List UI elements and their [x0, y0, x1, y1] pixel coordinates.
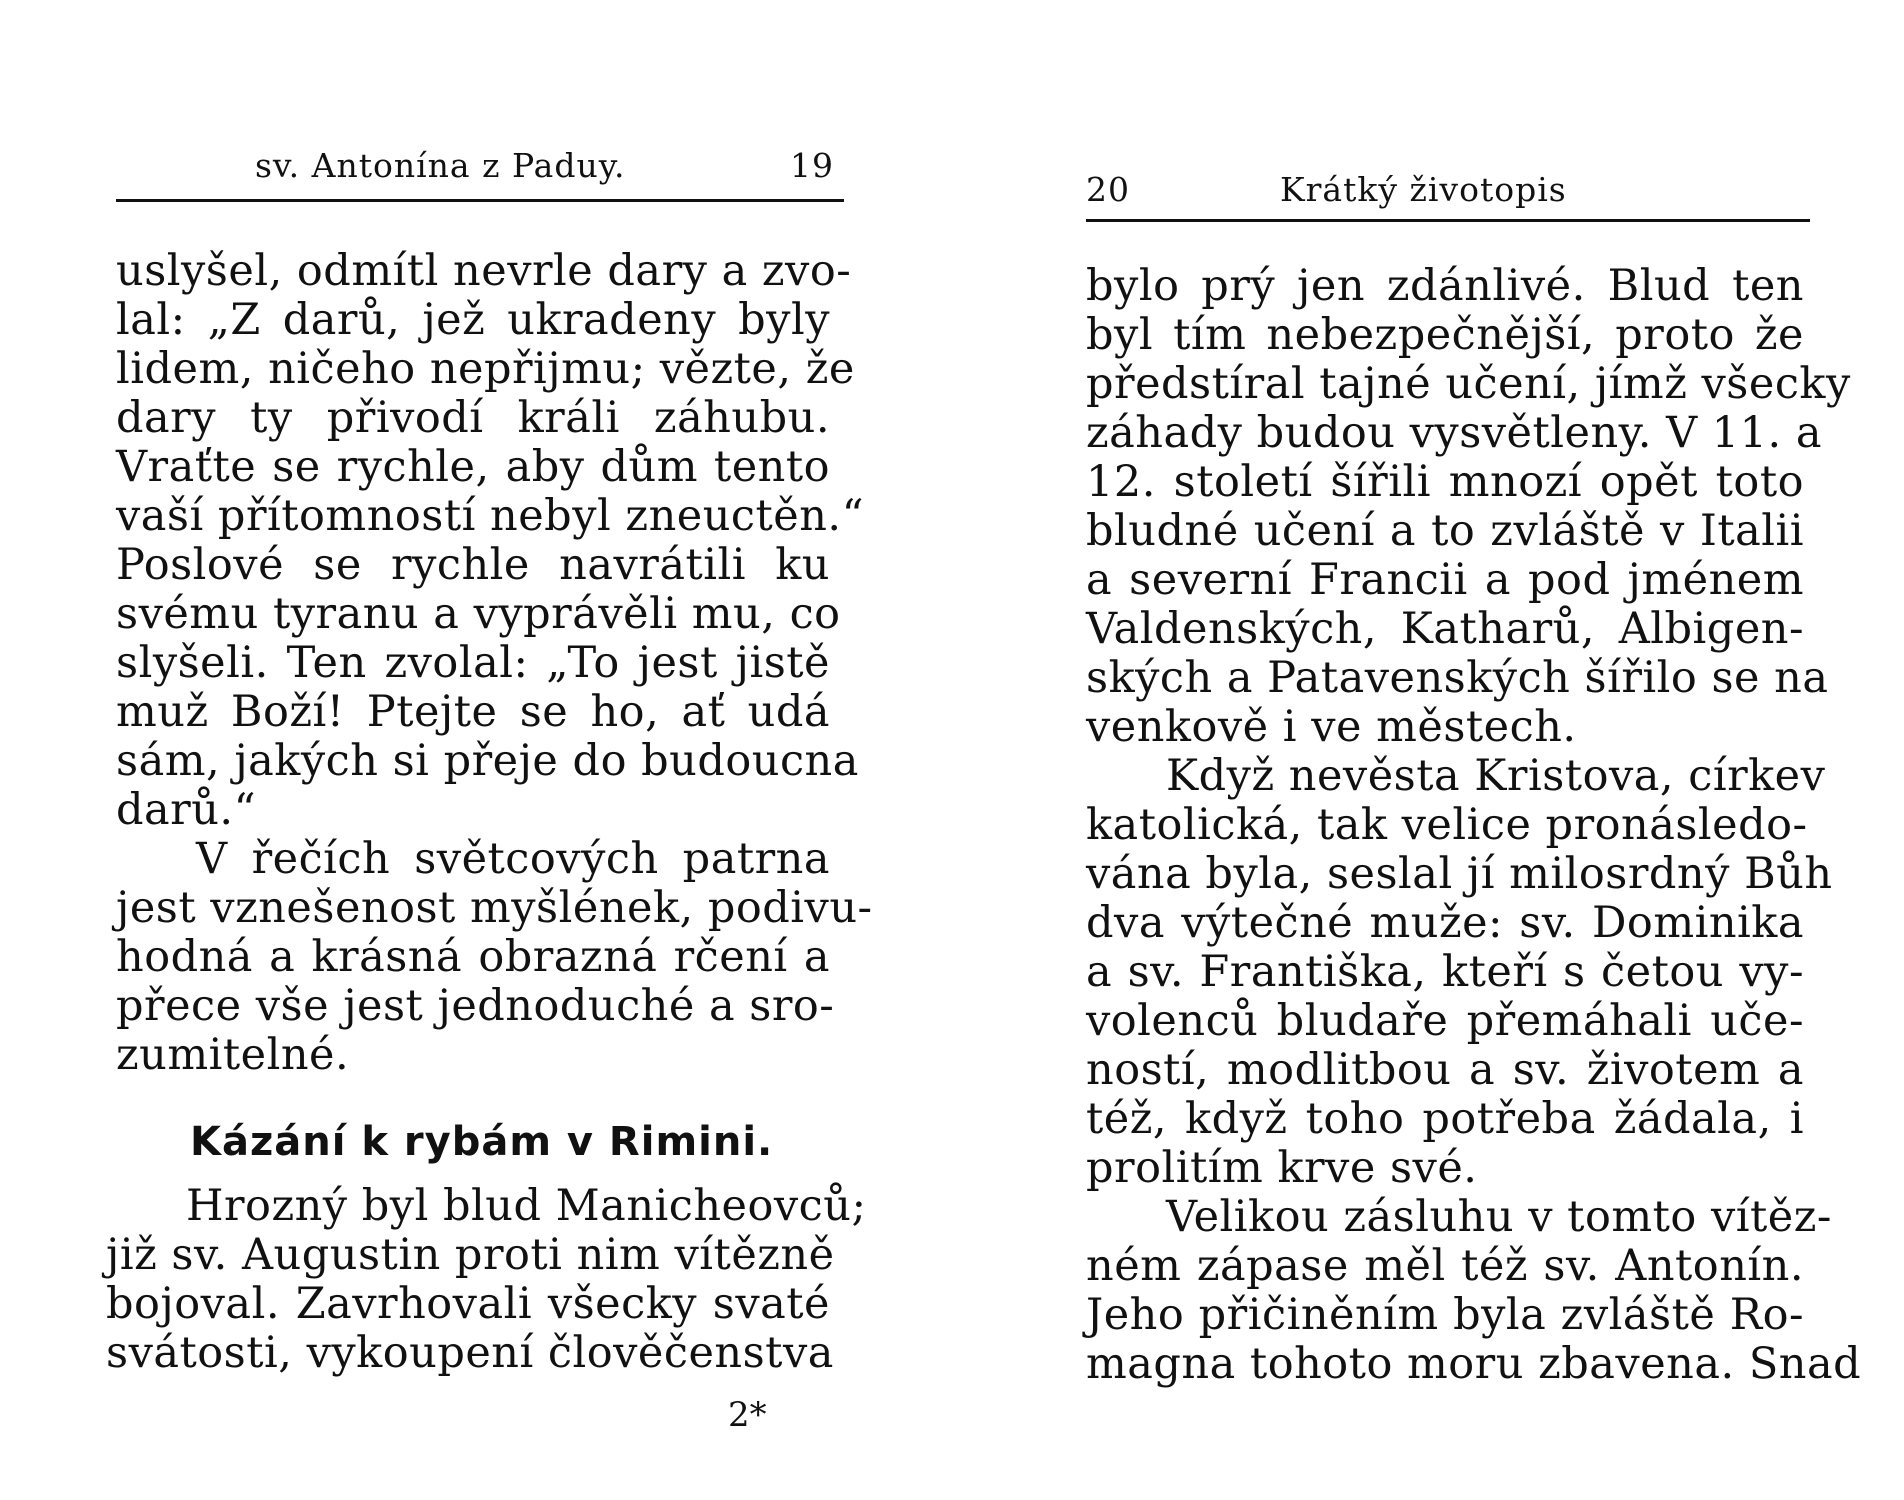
text-line: Vraťte se rychle, aby dům tento [116, 442, 830, 492]
text-line: jest vznešenost myšlének, podivu- [116, 883, 873, 933]
running-header-title: sv. Antonína z Paduy. [255, 146, 626, 185]
text-line: ností, modlitbou a sv. životem a [1086, 1045, 1804, 1095]
text-line: hodná a krásná obrazná rčení a [116, 932, 830, 982]
header-rule [116, 199, 844, 202]
paragraph-3 [1086, 1192, 1862, 1389]
text-line: bludné učení a to zvláště v Italii [1086, 506, 1804, 556]
text-line: přece vše jest jednoduché a sro- [116, 981, 835, 1031]
signature-mark: 2* [728, 1395, 767, 1435]
text-line: vána byla, seslal jí milosrdný Bůh [1086, 849, 1833, 899]
text-line: lidem, ničeho nepřijmu; vězte, že [116, 344, 855, 394]
text-line: ských a Patavenských šířilo se na [1086, 653, 1829, 703]
text-line: záhady budou vysvětleny. V 11. a [1086, 408, 1822, 458]
text-line: bylo prý jen zdánlivé. Blud ten [1086, 261, 1804, 311]
text-line: zumitelné. [116, 1030, 350, 1080]
text-line: též, když toho potřeba žádala, i [1086, 1094, 1804, 1144]
page-number: 19 [790, 146, 834, 185]
text-line: V řečích světcových patrna [196, 834, 830, 884]
page-number: 20 [1086, 170, 1130, 209]
text-line: sám, jakých si přeje do budoucna [116, 736, 859, 786]
paragraph-3 [106, 1181, 867, 1378]
text-line: Jeho přičiněním byla zvláště Ro- [1086, 1290, 1804, 1340]
text-line: volenců bludaře přemáhali uče- [1086, 996, 1804, 1046]
paragraph-1 [116, 246, 865, 835]
text-line: muž Boží! Ptejte se ho, ať udá [116, 687, 830, 737]
text-line: vaší přítomností nebyl zneuctěn.“ [116, 491, 865, 541]
text-line: 12. století šířili mnozí opět toto [1086, 457, 1804, 507]
text-line: a severní Francii a pod jménem [1086, 555, 1804, 605]
text-line: venkově i ve městech. [1086, 702, 1577, 752]
text-line: Poslové se rychle navrátili ku [116, 540, 830, 590]
text-line: a sv. Františka, kteří s četou vy- [1086, 947, 1804, 997]
text-line: předstíral tajné učení, jímž všecky [1086, 359, 1851, 409]
paragraph-2 [116, 834, 873, 1080]
text-line: Když nevěsta Kristova, církev [1166, 751, 1826, 801]
text-line: svému tyranu a vyprávěli mu, co [116, 589, 841, 639]
text-line: byl tím nebezpečnější, proto že [1086, 310, 1804, 360]
section-heading: Kázání k rybám v Rimini. [190, 1119, 774, 1165]
text-line: již sv. Augustin proti nim vítězně [106, 1230, 835, 1280]
text-line: Valdenských, Katharů, Albigen- [1086, 604, 1804, 654]
header-rule [1086, 219, 1810, 222]
text-line: dva výtečné muže: sv. Dominika [1086, 898, 1804, 948]
text-line: svátosti, vykoupení člověčenstva [106, 1328, 834, 1378]
text-line: lal: „Z darů, jež ukradeny byly [116, 295, 830, 345]
text-line: katolická, tak velice pronásledo- [1086, 800, 1808, 850]
paragraph-1 [1086, 261, 1851, 752]
text-line: prolitím krve své. [1086, 1143, 1478, 1193]
text-line: slyšeli. Ten zvolal: „To jest jistě [116, 638, 830, 688]
text-line: magna tohoto moru zbavena. Snad [1086, 1339, 1862, 1389]
text-line: Velikou zásluhu v tomto vítěz- [1166, 1192, 1832, 1242]
running-header-title: Krátký životopis [1280, 170, 1567, 209]
text-line: dary ty přivodí králi záhubu. [116, 393, 830, 443]
paragraph-2 [1086, 751, 1833, 1193]
text-line: Hrozný byl blud Manicheovců; [186, 1181, 867, 1231]
text-line: bojoval. Zavrhovali všecky svaté [106, 1279, 830, 1329]
text-line: darů.“ [116, 785, 257, 835]
text-line: uslyšel, odmítl nevrle dary a zvo- [116, 246, 852, 296]
text-line: ném zápase měl též sv. Antonín. [1086, 1241, 1804, 1291]
